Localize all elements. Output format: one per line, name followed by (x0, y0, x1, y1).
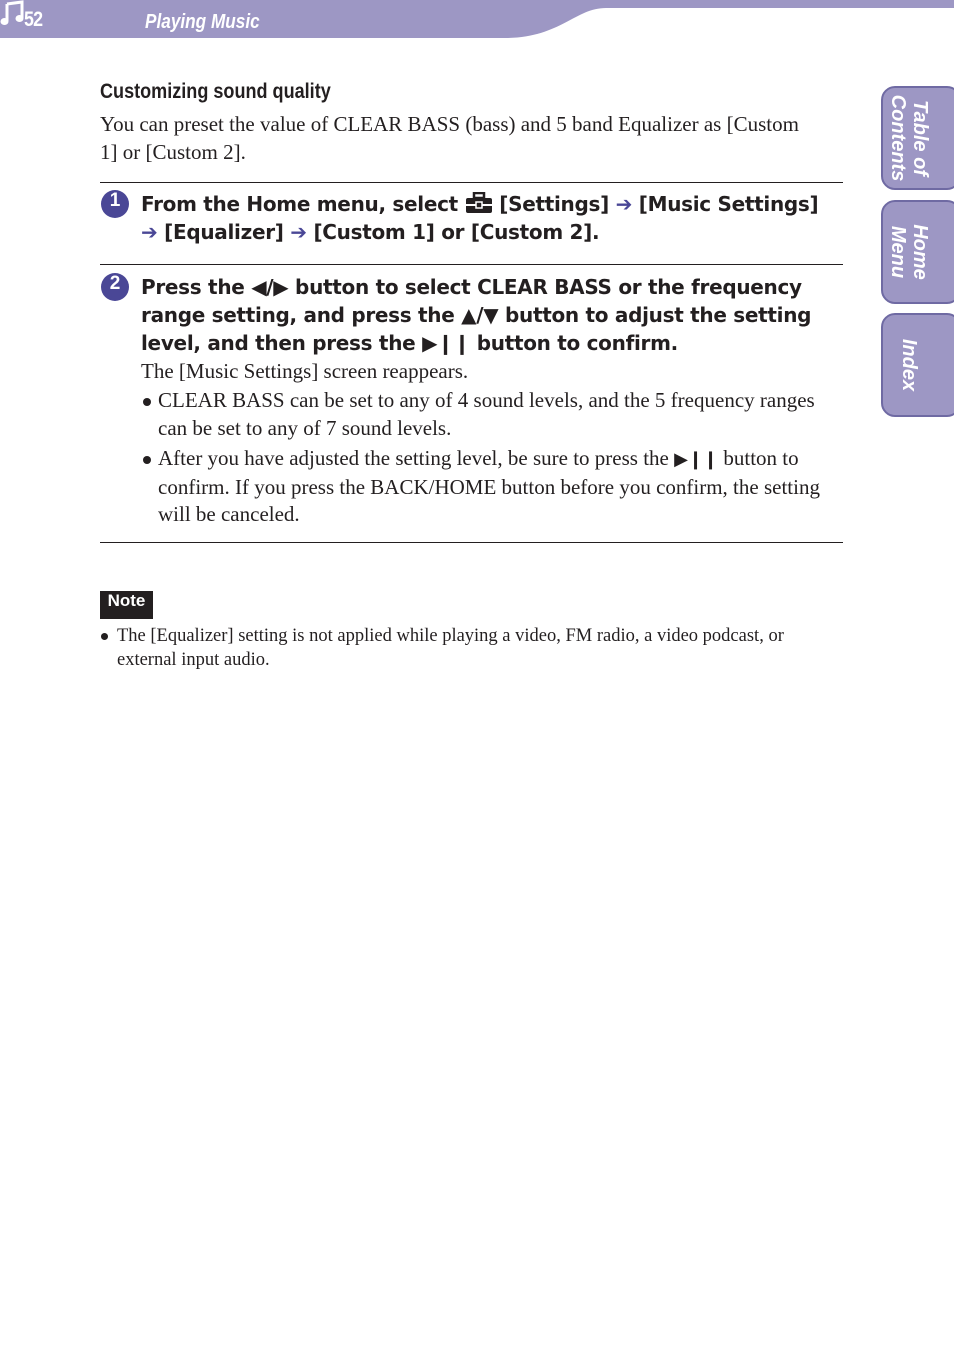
list-item: The [Equalizer] setting is not applied while playing a video, FM radio, a video podcast, or external input audio. (100, 624, 835, 672)
tab-label: Home (909, 224, 931, 280)
divider (100, 542, 843, 543)
play-pause-icon: ▶❙❙ (422, 331, 471, 355)
step-2-bullets (141, 387, 841, 532)
toolbox-settings-icon (465, 192, 493, 214)
tab-label: Contents (887, 94, 909, 182)
menu-item-equalizer: [Equalizer] (164, 220, 284, 244)
up-down-arrows-icon: ▲/▼ (461, 303, 499, 327)
arrow-right-icon: ➔ (290, 220, 307, 244)
step-1-instruction: From the Home menu, select [Settings] ➔ [Music Settings] ➔ [Equalizer] ➔ [Custom 1] or [Custom 2]. (141, 192, 819, 244)
menu-item-custom: [Custom 1] or [Custom 2]. (313, 220, 600, 244)
menu-item-settings: [Settings] (499, 192, 609, 216)
tab-label: Index (898, 338, 920, 392)
step-number-2: 2 (101, 273, 129, 301)
list-item: After you have adjusted the setting level, be sure to press the ▶❙❙ button to confirm. If you press the BACK/HOME button before you confirm, the setting will be canceled. (141, 445, 841, 529)
divider (100, 182, 843, 183)
tab-table-of-contents[interactable] (881, 86, 954, 190)
step-number-1: 1 (101, 190, 129, 218)
page-number: 52 (24, 8, 43, 31)
tab-label: Table of (909, 100, 931, 176)
arrow-right-icon: ➔ (615, 192, 633, 216)
tab-index[interactable] (881, 313, 954, 417)
intro-text: You can preset the value of CLEAR BASS (bass) and 5 band Equalizer as [Custom 1] or [Custom 2]. (100, 112, 799, 164)
note-label: Note (100, 591, 153, 619)
section-title: Playing Music (145, 11, 260, 33)
step-2-instruction: Press the ◀/▶ button to select CLEAR BASS or the frequency range setting, and press the ▲/▼ button to adjust the setting level, and then press the ▶❙❙ button to confirm. (141, 275, 812, 355)
header-band (0, 0, 954, 40)
list-item: CLEAR BASS can be set to any of 4 sound levels, and the 5 frequency ranges can be set to any of 7 sound levels. (141, 387, 841, 442)
note-list (100, 624, 835, 672)
step-2-result: The [Music Settings] screen reappears. (141, 359, 469, 383)
page-header (0, 0, 954, 40)
left-right-arrows-icon: ◀/▶ (251, 275, 289, 299)
music-note-icon (0, 0, 26, 26)
tab-home-menu[interactable] (881, 200, 954, 304)
play-pause-icon: ▶❙❙ (674, 449, 719, 470)
tab-label: Menu (887, 225, 909, 279)
divider (100, 264, 843, 265)
subheading: Customizing sound quality (100, 80, 331, 103)
arrow-right-icon: ➔ (141, 220, 158, 244)
menu-item-music-settings: [Music Settings] (638, 192, 819, 216)
